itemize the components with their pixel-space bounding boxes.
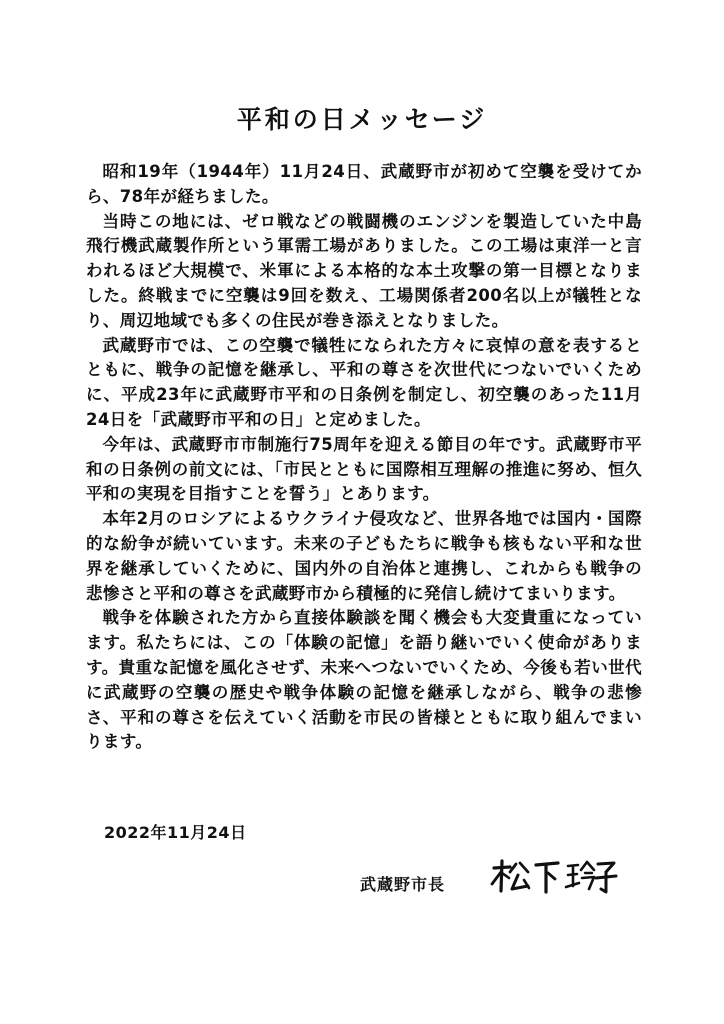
paragraph-6: 戦争を体験された方から直接体験談を聞く機会も大変貴重になっています。私たちには、この「体験の記憶」を語り継いでいく使命があります。貴重な記憶を風化させず、未来へつないでいくため、今後も若い世代に武蔵野の空襲の歴史や戦争体験の記憶を継承しながら、戦争の悲惨さ、平和の尊さを伝えていく活動を市民の皆様とともに取り組んでまいります。 <box>86 608 642 752</box>
handwritten-signature <box>488 858 618 898</box>
message-date: 2022年11月24日 <box>104 823 247 842</box>
paragraph-1: 昭和19年（1944年）11月24日、武蔵野市が初めて空襲を受けてから、78年が経ちました。 <box>86 162 642 206</box>
document-title: 平和の日メッセージ <box>236 105 488 134</box>
paragraph-2: 当時この地には、ゼロ戦などの戦闘機のエンジンを製造していた中島飛行機武蔵製作所という軍需工場がありました。この工場は東洋一と言われるほど大規模で、米軍による本格的な本土攻撃の第一目標となりました。終戦までに空襲は9回を数え、工場関係者200名以上が犠牲となり、周辺地域でも多くの住民が巻き添えとなりました。 <box>86 211 642 330</box>
signature-block <box>360 858 660 898</box>
message-body <box>86 160 642 755</box>
signatory-title: 武蔵野市長 <box>360 875 446 894</box>
paragraph-4: 今年は、武蔵野市市制施行75周年を迎える節目の年です。武蔵野市平和の日条例の前文には、「市民とともに国際相互理解の推進に努め、恒久平和の実現を目指すことを誓う」とあります。 <box>86 434 642 504</box>
paragraph-3: 武蔵野市では、この空襲で犠牲になられた方々に哀悼の意を表するとともに、戦争の記憶を継承し、平和の尊さを次世代につないでいくために、平成23年に武蔵野市平和の日条例を制定し、初空襲のあった11月24日を「武蔵野市平和の日」と定めました。 <box>86 335 642 429</box>
paragraph-5: 本年2月のロシアによるウクライナ侵攻など、世界各地では国内・国際的な紛争が続いています。未来の子どもたちに戦争も核もない平和な世界を継承していくために、国内外の自治体と連携し、これからも戦争の悲惨さと平和の尊さを武蔵野市から積極的に発信し続けてまいります。 <box>86 509 642 603</box>
